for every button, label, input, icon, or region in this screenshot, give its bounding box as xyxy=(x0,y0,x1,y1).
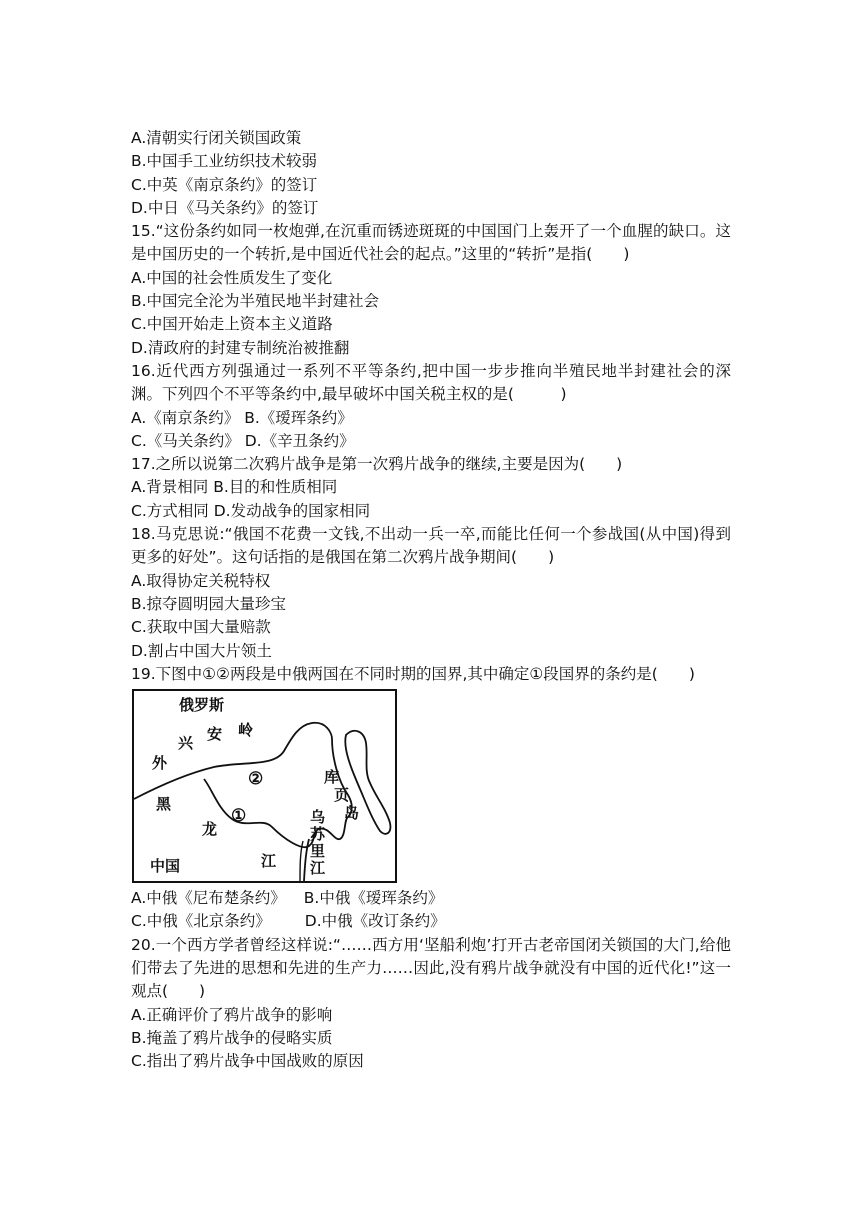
border-map xyxy=(132,689,397,883)
q14-option-d: D.中日《马关条约》的签订 xyxy=(131,198,319,217)
q17-option-d: D.发动战争的国家相同 xyxy=(213,501,371,520)
map-label-an: 安 xyxy=(207,725,223,744)
q18-option-a: A.取得协定关税特权 xyxy=(131,571,271,590)
q15-option-d: D.清政府的封建专制统治被推翻 xyxy=(131,338,350,357)
map-label-wai: 外 xyxy=(152,754,168,773)
map-label-china: 中国 xyxy=(150,857,181,876)
map-label-wu: 乌 xyxy=(310,808,326,827)
q17-options-row2 xyxy=(131,500,731,523)
map-label-jiang: 江 xyxy=(261,852,277,871)
q16-option-d: D.《辛丑条约》 xyxy=(244,431,355,450)
q14-option-c: C.中英《南京条约》的签订 xyxy=(131,175,318,194)
q17-options-row1 xyxy=(131,476,731,499)
border-segment-1-line xyxy=(204,779,348,847)
q19-stem: 19.下图中①②两段是中俄两国在不同时期的国界,其中确定①段国界的条约是( ) xyxy=(131,664,695,683)
q20-option-b: B.掩盖了鸦片战争的侵略实质 xyxy=(131,1028,333,1047)
q17-option-a: A.背景相同 xyxy=(131,478,209,497)
q18-option-b: B.掠夺圆明园大量珍宝 xyxy=(131,594,287,613)
q19-option-c: C.中俄《北京条约》 xyxy=(131,912,271,931)
q14-option-b: B.中国手工业纺织技术较弱 xyxy=(131,152,318,171)
q20-stem: 20.一个西方学者曾经这样说:“……西方用‘坚船利炮’打开古老帝国闭关锁国的大门,给他们带去了先进的思想和先进的生产力……因此,没有鸦片战争就没有中国的近代化!”这一观点( ) xyxy=(131,935,731,1001)
map-label-segment-1: ① xyxy=(231,806,247,827)
map-label-russia: 俄罗斯 xyxy=(179,696,225,715)
q17-stem: 17.之所以说第二次鸦片战争是第一次鸦片战争的继续,主要是因为( ) xyxy=(131,455,623,474)
map-label-xing: 兴 xyxy=(178,734,194,753)
map-label-dao: 岛 xyxy=(344,804,360,823)
q14-option-a: A.清朝实行闭关锁国政策 xyxy=(131,129,302,147)
q15-stem: 15.“这份条约如同一枚炮弹,在沉重而锈迹斑斑的中国国门上轰开了一个血腥的缺口。这是中国历史的一个转折,是中国近代社会的起点。”这里的“转折”是指( ) xyxy=(131,222,731,264)
q20-option-a: A.正确评价了鸦片战争的影响 xyxy=(131,1005,333,1024)
q17-option-b: B.目的和性质相同 xyxy=(213,478,338,497)
q20-option-c: C.指出了鸦片战争中国战败的原因 xyxy=(131,1052,364,1071)
ussuri-river-line xyxy=(304,839,309,881)
q15-option-c: C.中国开始走上资本主义道路 xyxy=(131,315,333,334)
q19-options-row2 xyxy=(131,910,731,933)
q16-options-row2 xyxy=(131,430,731,453)
q19-option-d: D.中俄《改订条约》 xyxy=(304,912,446,931)
map-label-segment-2: ② xyxy=(248,769,264,790)
q16-options-row1 xyxy=(131,407,731,430)
q19-options-row1 xyxy=(131,887,731,910)
q16-option-c: C.《马关条约》 xyxy=(131,431,240,450)
q19-option-b: B.中俄《瑷珲条约》 xyxy=(303,889,444,908)
map-label-long: 龙 xyxy=(202,820,218,839)
q15-option-b: B.中国完全沦为半殖民地半封建社会 xyxy=(131,292,380,311)
map-label-ku: 库 xyxy=(324,768,340,787)
q16-stem: 16.近代西方列强通过一系列不平等条约,把中国一步步推向半殖民地半封建社会的深渊。下列四个不平等条约中,最早破坏中国关税主权的是( ) xyxy=(131,361,731,404)
map-label-ye: 页 xyxy=(334,786,350,805)
q16-option-b: B.《瑷珲条约》 xyxy=(244,408,353,427)
q19-option-a: A.中俄《尼布楚条约》 xyxy=(131,889,286,908)
map-label-ling: 岭 xyxy=(238,721,254,740)
map-label-jiang2: 江 xyxy=(310,859,326,878)
q18-option-c: C.获取中国大量赔款 xyxy=(131,618,271,637)
q15-option-a: A.中国的社会性质发生了变化 xyxy=(131,268,333,287)
q17-option-c: C.方式相同 xyxy=(131,501,209,520)
map-label-hei: 黑 xyxy=(156,795,172,814)
q16-option-a: A.《南京条约》 xyxy=(131,408,240,427)
map-label-li: 里 xyxy=(310,842,326,861)
exam-page xyxy=(131,127,731,1074)
map-label-su: 苏 xyxy=(310,825,326,844)
q18-option-d: D.割占中国大片领土 xyxy=(131,641,272,660)
q18-stem: 18.马克思说:“俄国不花费一文钱,不出动一兵一卒,而能比任何一个参战国(从中国)得到更多的好处”。这句话指的是俄国在第二次鸦片战争期间( ) xyxy=(131,525,731,567)
